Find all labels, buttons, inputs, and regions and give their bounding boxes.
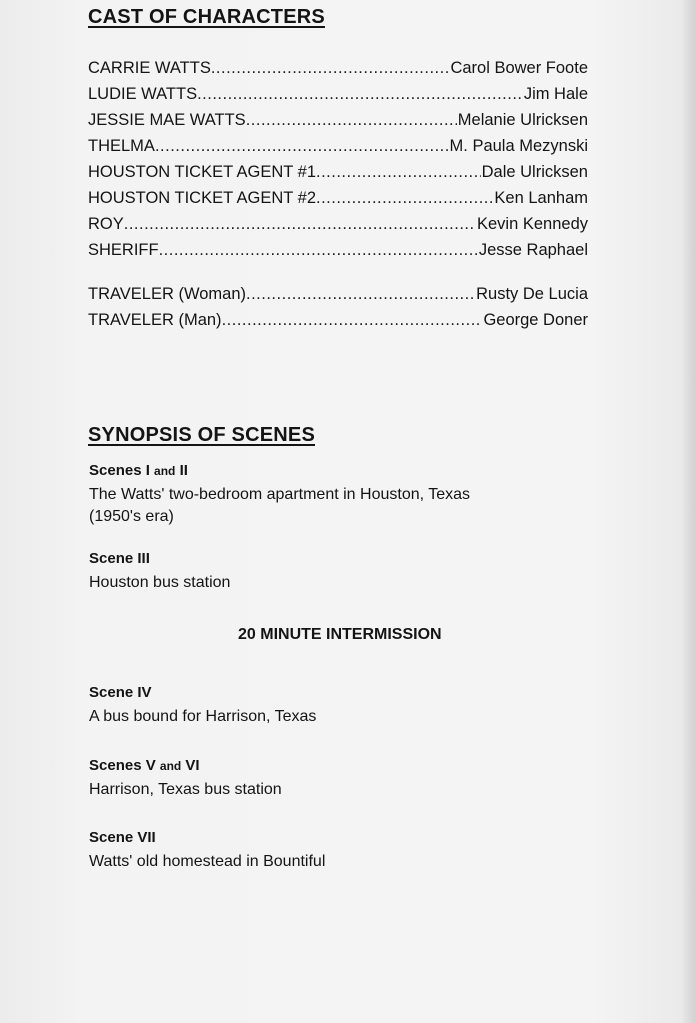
- scene-title: [89, 756, 549, 776]
- intermission-note: 20 MINUTE INTERMISSION: [238, 626, 442, 643]
- cast-heading: CAST OF CHARACTERS: [88, 6, 325, 28]
- dot-leader: [222, 311, 483, 330]
- scene-title-part: Scene III: [89, 550, 150, 567]
- cast-role: TRAVELER (Woman): [88, 285, 247, 303]
- cast-row: [88, 285, 588, 311]
- cast-row: [88, 111, 588, 137]
- cast-role: TRAVELER (Man): [88, 311, 222, 329]
- cast-actor: Ken Lanham: [494, 189, 588, 207]
- scene-title: [89, 683, 549, 703]
- scene-title-part: II: [179, 462, 188, 479]
- cast-role: HOUSTON TICKET AGENT #2: [88, 189, 317, 207]
- cast-role: SHERIFF: [88, 241, 159, 259]
- scene-description: Houston bus station: [89, 574, 231, 591]
- dot-leader: [124, 215, 476, 234]
- scene-title-part: Scene IV: [89, 684, 152, 701]
- cast-actor: Kevin Kennedy: [477, 215, 588, 233]
- cast-row: [88, 311, 588, 337]
- scene-title: [89, 461, 549, 481]
- scene-description: The Watts' two-bedroom apartment in Houston, Texas (1950's era): [89, 486, 471, 525]
- scene-block: [89, 549, 549, 594]
- cast-row: [88, 85, 588, 111]
- page-edge-shadow: [681, 0, 695, 1023]
- cast-role: ROY: [88, 215, 124, 233]
- cast-role: CARRIE WATTS: [88, 59, 211, 77]
- dot-leader: [197, 85, 523, 104]
- scene-description: Harrison, Texas bus station: [89, 781, 282, 798]
- scene-block: [89, 756, 549, 801]
- cast-actor: Rusty De Lucia: [476, 285, 588, 303]
- scene-block: [89, 461, 549, 528]
- scene-description: Watts' old homestead in Bountiful: [89, 853, 326, 870]
- scene-title-part: Scenes I: [89, 462, 150, 479]
- cast-row: [88, 215, 588, 241]
- scene-title-part: VI: [185, 757, 200, 774]
- cast-row: [88, 241, 588, 267]
- scene-title-and: and: [159, 759, 182, 773]
- cast-actor: Carol Bower Foote: [450, 59, 588, 77]
- cast-role: JESSIE MAE WATTS: [88, 111, 246, 129]
- cast-actor: George Doner: [483, 311, 588, 329]
- cast-actor: Dale Ulricksen: [481, 163, 588, 181]
- scene-block: [89, 683, 549, 728]
- cast-actor: M. Paula Mezynski: [449, 137, 588, 155]
- cast-list: [88, 59, 588, 337]
- scene-title: [89, 828, 549, 848]
- scene-description: A bus bound for Harrison, Texas: [89, 708, 317, 725]
- dot-leader: [155, 137, 449, 156]
- dot-leader: [211, 59, 450, 78]
- scene-block: [89, 828, 549, 873]
- scene-title: [89, 549, 549, 569]
- cast-row: [88, 59, 588, 85]
- dot-leader: [159, 241, 478, 260]
- cast-row: [88, 137, 588, 163]
- scene-title-part: Scenes V: [89, 757, 156, 774]
- cast-row: [88, 163, 588, 189]
- synopsis-heading: SYNOPSIS OF SCENES: [88, 424, 315, 446]
- cast-role: THELMA: [88, 137, 155, 155]
- cast-role: LUDIE WATTS: [88, 85, 198, 103]
- cast-actor: Jim Hale: [523, 85, 588, 103]
- dot-leader: [246, 285, 475, 304]
- cast-row: [88, 189, 588, 215]
- scene-title-part: Scene VII: [89, 829, 156, 846]
- cast-actor: Jesse Raphael: [478, 241, 588, 259]
- dot-leader: [316, 189, 493, 208]
- dot-leader: [246, 111, 457, 130]
- cast-role: HOUSTON TICKET AGENT #1: [88, 163, 317, 181]
- dot-leader: [316, 163, 481, 182]
- cast-actor: Melanie Ulricksen: [457, 111, 588, 129]
- scene-title-and: and: [154, 464, 176, 478]
